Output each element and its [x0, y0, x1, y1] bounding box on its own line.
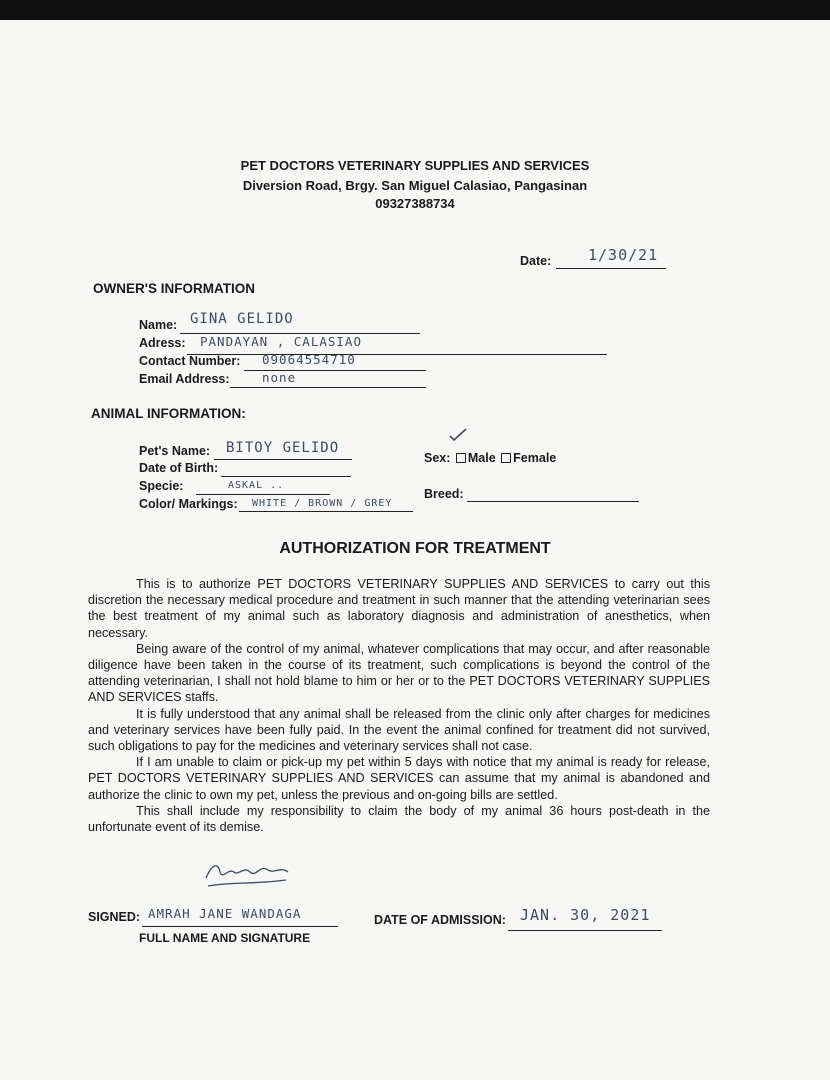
- female-option-label: Female: [513, 451, 557, 465]
- owner-address-value[interactable]: PANDAYAN , CALASIAO: [200, 334, 362, 349]
- contact-number-label: Contact Number:: [139, 354, 241, 368]
- authorization-text: [88, 576, 710, 835]
- email-label: Email Address:: [139, 372, 230, 386]
- paragraph: It is fully understood that any animal shall be released from the clinic only after charges for medicines and veterinary services have been fully paid. In the event the animal confined for treatment did not survived, such obligations to pay for the medicines and veterinary services shall not case.: [88, 706, 710, 754]
- specie-line: [196, 494, 330, 495]
- sex-field: [424, 451, 556, 465]
- owner-section-title: OWNER'S INFORMATION: [93, 281, 255, 296]
- color-markings-value[interactable]: WHITE / BROWN / GREY: [252, 498, 393, 509]
- email-line: [230, 387, 426, 388]
- specie-value[interactable]: ASKAL ..: [228, 480, 285, 491]
- business-address: Diversion Road, Brgy. San Miguel Calasiao, Pangasinan: [242, 178, 588, 193]
- admission-date-line: [508, 930, 662, 931]
- signature-scribble-icon: [198, 858, 294, 894]
- pet-name-line: [214, 459, 352, 460]
- signed-name-value[interactable]: AMRAH JANE WANDAGA: [148, 906, 302, 921]
- date-label: Date:: [520, 254, 552, 268]
- color-markings-line: [239, 511, 413, 512]
- owner-name-value[interactable]: GINA GELIDO: [190, 311, 294, 327]
- dob-label: Date of Birth:: [139, 461, 219, 475]
- paragraph: Being aware of the control of my animal, whatever complications that may occur, and after reasonable diligence have been taken in the course of its treatment, such complications is beyond the control of the attending veterinarian, I shall not hold blame to him or her or to the PET DOCTORS VETERINARY SUPPLIES AND SERVICES staffs.: [88, 641, 710, 705]
- male-checkbox[interactable]: [456, 453, 466, 463]
- email-value[interactable]: none: [262, 370, 297, 385]
- business-name: PET DOCTORS VETERINARY SUPPLIES AND SERVICES: [240, 158, 590, 173]
- breed-line: [467, 501, 639, 502]
- sex-label: Sex:: [424, 451, 451, 465]
- male-option-label: Male: [467, 451, 496, 465]
- admission-date-value[interactable]: JAN. 30, 2021: [520, 906, 651, 924]
- owner-name-label: Name:: [139, 318, 178, 332]
- contact-number-value[interactable]: 09064554710: [262, 352, 356, 367]
- paragraph: This is to authorize PET DOCTORS VETERINARY SUPPLIES AND SERVICES to carry out this discretion the necessary medical procedure and treatment in such manner that the attending veterinarian sees the best treatment of my animal such as laboratory diagnosis and administration of anesthetics, when necessary.: [88, 577, 710, 640]
- scan-edge: [0, 0, 830, 20]
- date-line: [556, 268, 666, 269]
- paragraph: This shall include my responsibility to claim the body of my animal 36 hours post-death in the unfortunate event of its demise.: [88, 803, 710, 835]
- specie-label: Specie:: [139, 479, 184, 493]
- full-name-signature-label: FULL NAME AND SIGNATURE: [139, 931, 311, 945]
- checkmark-icon: [449, 428, 467, 442]
- breed-label: Breed:: [424, 487, 464, 501]
- owner-address-line: [187, 354, 607, 355]
- color-markings-label: Color/ Markings:: [139, 497, 238, 511]
- pet-name-value[interactable]: BITOY GELIDO: [226, 440, 340, 456]
- animal-section-title: ANIMAL INFORMATION:: [91, 406, 246, 421]
- authorization-title: AUTHORIZATION FOR TREATMENT: [279, 540, 551, 557]
- dob-line: [221, 476, 351, 477]
- owner-address-label: Adress:: [139, 336, 186, 350]
- paragraph: If I am unable to claim or pick-up my pet within 5 days with notice that my animal is ready for release, PET DOCTORS VETERINARY SUPPLIES AND SERVICES can assume that my animal is abandoned and authorize the clinic to own my pet, unless the previous and on-going bills are settled.: [88, 755, 710, 802]
- pet-name-label: Pet's Name:: [139, 444, 211, 458]
- admission-date-label: DATE OF ADMISSION:: [374, 913, 506, 927]
- signature-line: [142, 926, 338, 927]
- business-phone: 09327388734: [375, 196, 455, 211]
- female-checkbox[interactable]: [501, 453, 511, 463]
- date-value[interactable]: 1/30/21: [588, 246, 659, 264]
- signed-label: SIGNED:: [88, 910, 141, 924]
